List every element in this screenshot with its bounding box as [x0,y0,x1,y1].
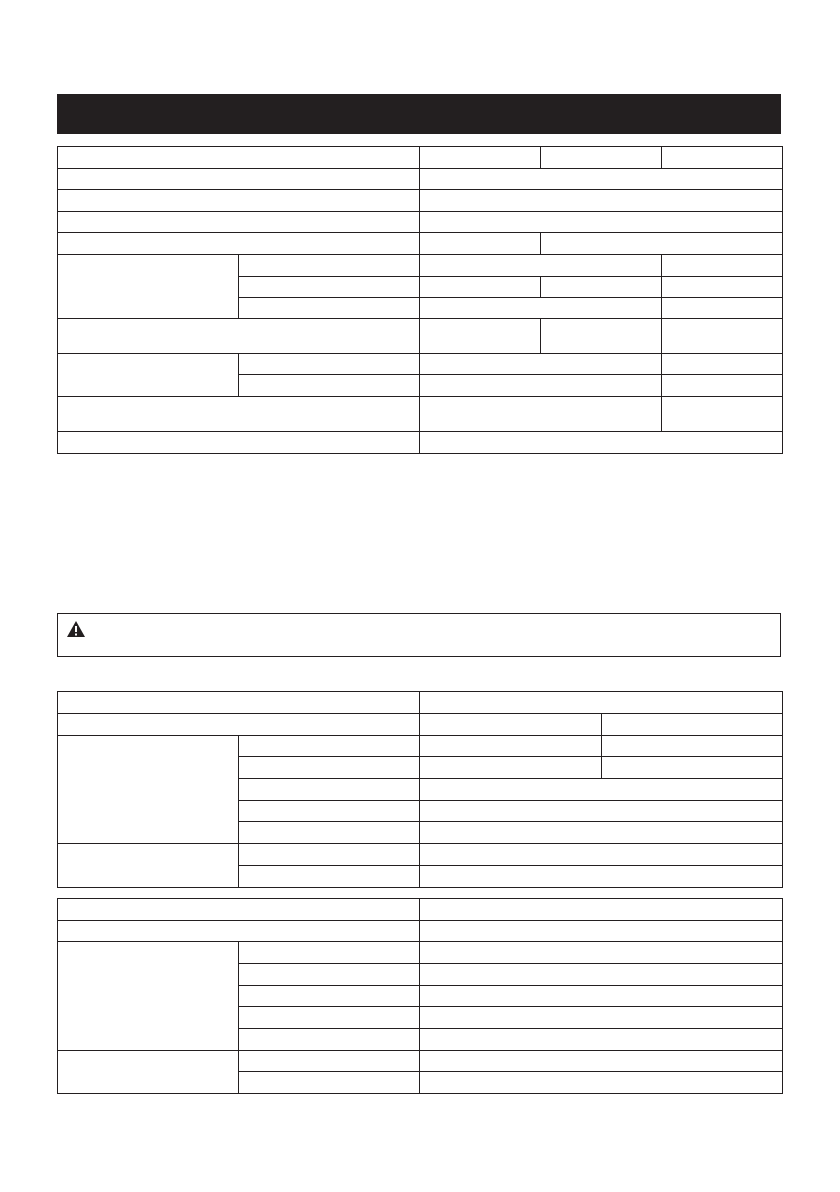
table-cell [420,921,783,942]
table-cell [58,319,420,354]
table-cell [541,233,783,255]
table-cell [420,1007,783,1029]
table-row [58,255,783,277]
table-cell [420,375,662,397]
table-row [58,212,783,233]
table-cell [420,866,783,888]
table-cell [239,822,420,844]
table-cell [239,964,420,986]
table-cell [58,212,420,233]
table-cell [420,190,783,212]
table-row [58,190,783,212]
table-cell [58,354,239,397]
table-cell [239,844,420,866]
table-cell [239,779,420,801]
table-cell [58,147,420,169]
table-cell [662,298,783,319]
table-cell [541,277,662,298]
table-cell [239,1029,420,1051]
table-cell [420,757,602,779]
table-cell [662,147,783,169]
table-row [58,1051,783,1072]
table-cell [602,757,783,779]
table-cell [239,986,420,1007]
table-cell [239,375,420,397]
table-cell [420,255,662,277]
table-row [58,319,783,354]
table-cell [58,844,239,888]
table-row [58,432,783,454]
table-cell [58,169,420,190]
table-cell [420,964,783,986]
table-cell [58,233,420,255]
table-cell [239,277,420,298]
table-cell [58,921,420,942]
table-cell [662,255,783,277]
table-row [58,942,783,964]
table-cell [420,212,783,233]
section-header-bar [57,94,781,134]
table-cell [420,432,783,454]
table-row [58,354,783,375]
table-cell [420,397,662,432]
table-cell [541,319,662,354]
table-cell [420,801,783,822]
table-row [58,147,783,169]
table-cell [239,298,420,319]
table-cell [58,1051,239,1094]
table-cell [239,354,420,375]
table-cell [58,736,239,844]
table-row [58,921,783,942]
table-cell [420,1072,783,1094]
table-cell [239,757,420,779]
table-cell [58,714,420,736]
table-cell [239,801,420,822]
table-cell [239,255,420,277]
table-cell [662,277,783,298]
table-cell [420,899,783,921]
table-cell [239,1051,420,1072]
table-cell [662,354,783,375]
specifications-table [57,146,783,454]
table-row [58,736,783,757]
table-cell [420,692,783,714]
table-row [58,233,783,255]
table-cell [541,147,662,169]
warning-box [57,613,781,657]
table-row [58,844,783,866]
table-cell [239,1072,420,1094]
table-row [58,692,783,714]
table-cell [420,942,783,964]
table-cell [662,397,783,432]
table-cell [58,432,420,454]
table-cell [239,866,420,888]
table-cell [58,942,239,1051]
table-cell [239,736,420,757]
table-cell [420,319,541,354]
table-cell [58,397,420,432]
table-cell [58,692,420,714]
table-cell [662,319,783,354]
table-cell [58,190,420,212]
table-cell [420,298,662,319]
table-cell [420,779,783,801]
table-cell [420,844,783,866]
table-cell [420,986,783,1007]
table-cell [662,375,783,397]
table-cell [58,899,420,921]
specifications-table-3 [57,898,783,1094]
table-cell [420,1051,783,1072]
table-cell [420,736,602,757]
table-row [58,714,783,736]
table-cell [420,277,541,298]
table-cell [239,1007,420,1029]
table-cell [420,147,541,169]
table-row [58,899,783,921]
table-cell [602,736,783,757]
table-cell [420,1029,783,1051]
warning-triangle-icon [66,620,86,638]
table-cell [420,714,602,736]
table-cell [602,714,783,736]
table-cell [239,942,420,964]
table-cell [420,354,662,375]
table-cell [420,822,783,844]
table-cell [420,169,783,190]
table-row [58,397,783,432]
table-cell [58,255,239,319]
table-row [58,169,783,190]
specifications-table-2 [57,691,783,888]
table-cell [420,233,541,255]
